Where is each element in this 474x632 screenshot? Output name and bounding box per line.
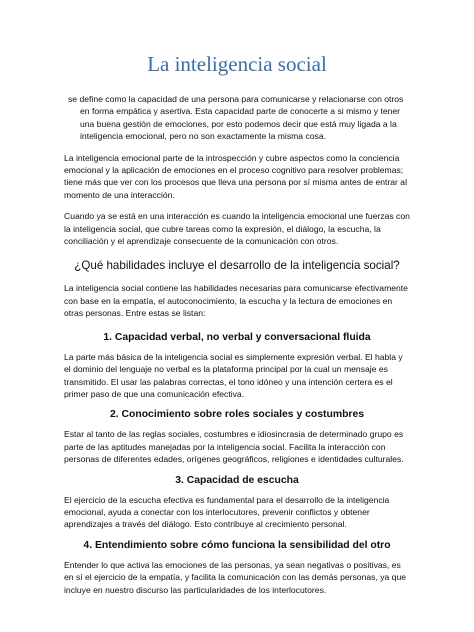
item-4-text: Entender lo que activa las emociones de las personas, ya sean negativas o positivas, es en sí el ejercicio de la empatía, y facilita la comunicación con las demás personas, ya que incluye en nuestro discurso las particularidades de los interlocutores.	[64, 559, 407, 595]
paragraph-intro: La inteligencia social contiene las habilidades necesarias para comunicarse efectivamente con base en la empatía, el autoconocimiento, la escucha y la lectura de emociones en otras personas. Entre estas se listan:	[64, 283, 408, 319]
item-3-heading: 3. Capacidad de escucha	[175, 474, 299, 486]
paragraph-definition: se define como la capacidad de una persona para comunicarse y relacionarse con otros en forma empática y asertiva. Esta capacidad parte de conocerte a si mismo y tener una buena gestión de emociones, por esto podemos decir que está muy ligada a la inteligencia emocional, pero no son exactamente la misma cosa.	[68, 94, 404, 142]
item-3-text: El ejercicio de la escucha efectiva es fundamental para el desarrollo de la inteligencia emocional, ayuda a conectar con los interlocutores, prevenir conflictos y obtener aprendizajes a través del diálogo. Esto contribuye al crecimiento personal.	[64, 494, 390, 530]
document-title: La inteligencia social	[147, 52, 327, 76]
item-2-heading: 2. Conocimiento sobre roles sociales y costumbres	[109, 409, 365, 421]
item-2-text: Estar al tanto de las reglas sociales, costumbres e idiosincrasia de determinado grupo es parte de las aptitudes manejadas por la inteligencia social. Facilita la interacción con personas de diferentes edades, orígenes geográficos, religiones e identidades culturales.	[64, 429, 404, 465]
item-1-heading: 1. Capacidad verbal, no verbal y conversacional fluida	[103, 331, 371, 343]
paragraph-interaction: Cuando ya se está en una interacción es cuando la inteligencia emocional une fuerzas con la inteligencia social, que cubre tareas como la expresión, el diálogo, la escucha, la conciliación y el aprendizaje consecuente de la comunicación con otros.	[64, 211, 410, 247]
item-4-heading: 4. Entendimiento sobre cómo funciona la sensibilidad del otro	[83, 539, 391, 551]
item-1-text: La parte más básica de la inteligencia social es simplemente expresión verbal. El habla y el dominio del lenguaje no verbal es la plataforma principal por la cual un mensaje es transmitido. El usar las palabras correctas, el tono idóneo y una intención certera es el primer paso de que una comunicación efectiva.	[64, 351, 403, 399]
section-heading: ¿Qué habilidades incluye el desarrollo de la inteligencia social?	[74, 259, 400, 273]
paragraph-emotional-intelligence: La inteligencia emocional parte de la introspección y cubre aspectos como la conciencia emocional y la aplicación de emociones en el proceso cognitivo para resolver problemas; tiene más que ver con los procesos que lleva una persona por sí misma antes de entrar al momento de una interacción.	[64, 152, 407, 200]
